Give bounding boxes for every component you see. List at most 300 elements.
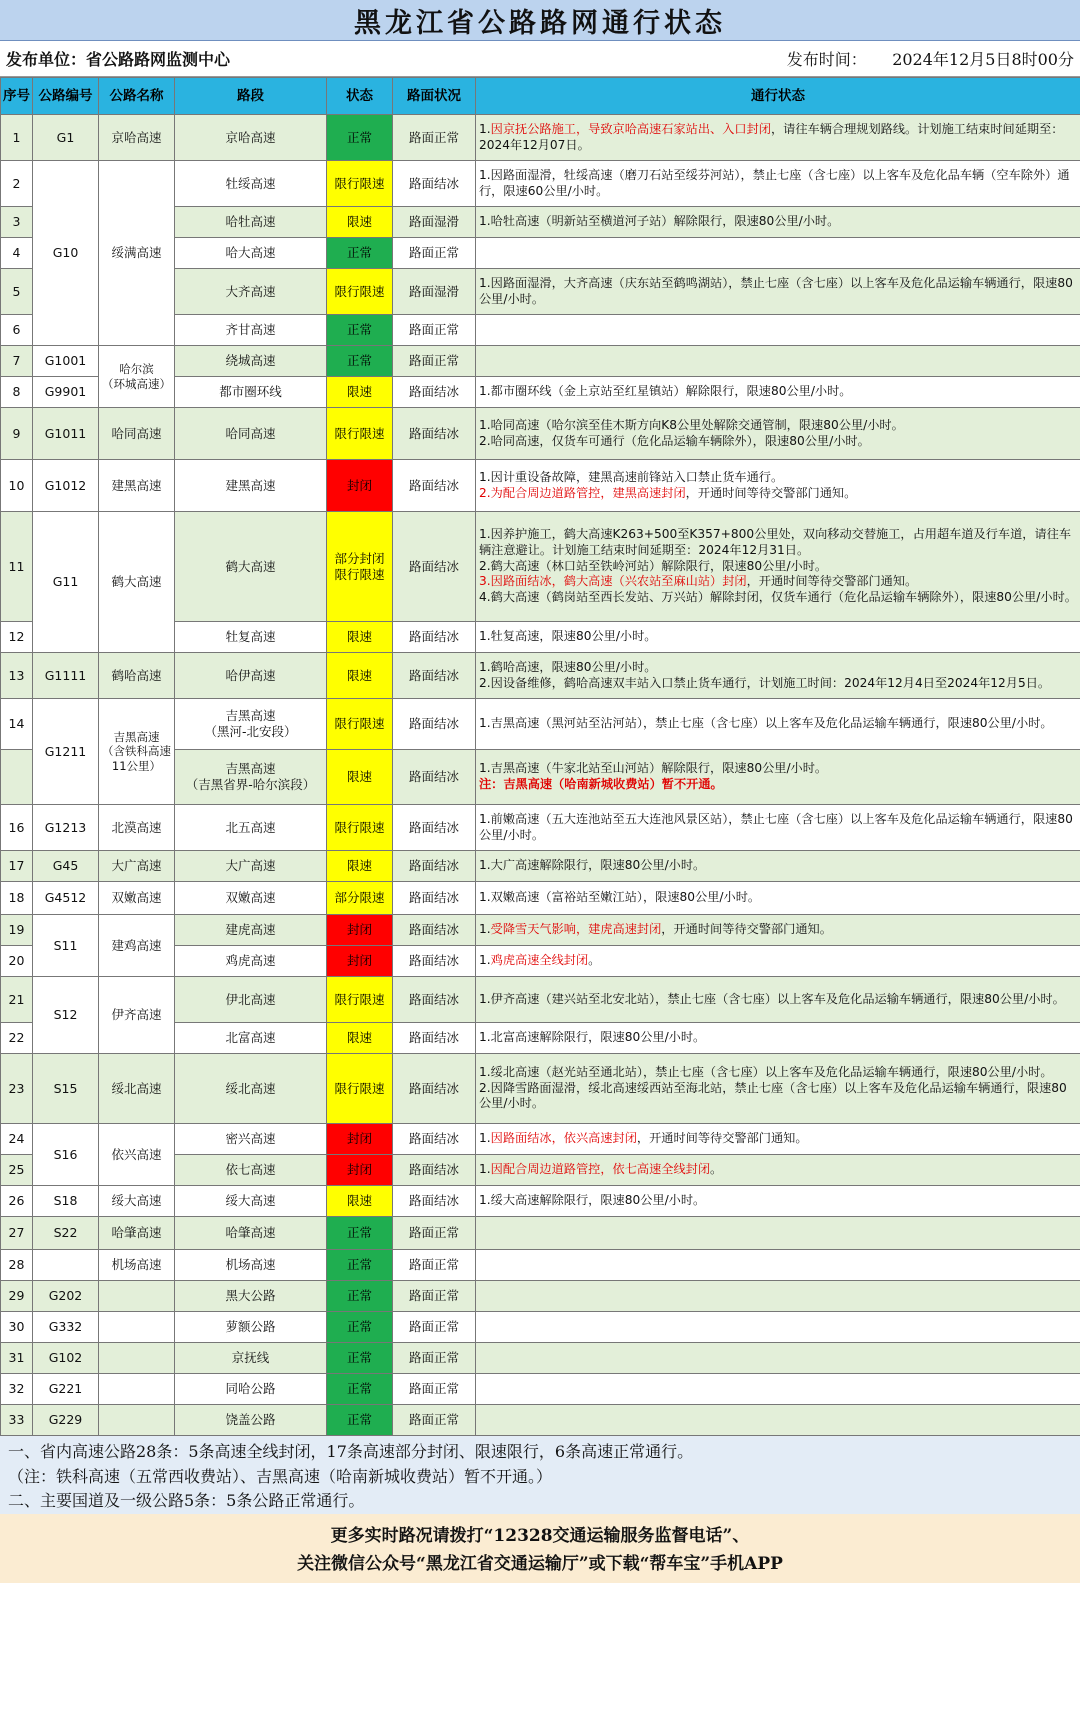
traffic-info-text: 1. bbox=[479, 922, 491, 937]
segment bbox=[175, 1374, 327, 1405]
segment-text: 鹤大高速 bbox=[225, 558, 276, 574]
row-no bbox=[1, 1312, 33, 1343]
road-code-text: G1 bbox=[56, 129, 75, 145]
road-name bbox=[99, 346, 175, 408]
row-no-text: 31 bbox=[8, 1350, 25, 1366]
summary bbox=[0, 1436, 1080, 1514]
segment-text: 大齐高速 bbox=[225, 283, 276, 299]
segment bbox=[175, 346, 327, 377]
road-condition-text: 路面正常 bbox=[408, 1319, 459, 1335]
road-condition bbox=[393, 882, 476, 915]
row-no-text: 18 bbox=[8, 890, 25, 906]
table-row bbox=[1, 408, 1080, 460]
traffic-info-text: 受降雪天气影响，建虎高速封闭 bbox=[490, 922, 662, 937]
table-row bbox=[1, 851, 1080, 882]
header-no: 序号 bbox=[1, 78, 33, 115]
status-text: 封闭 bbox=[346, 953, 372, 969]
road-name-text: 11公里） bbox=[111, 758, 162, 773]
traffic-info-text: 1.鹤哈高速，限速80公里/小时。 bbox=[479, 659, 657, 674]
road-code-text: S12 bbox=[53, 1007, 78, 1023]
road-condition-text: 路面结冰 bbox=[408, 890, 459, 906]
traffic-info-text: 1.吉黑高速（黑河站至沾河站），禁止七座（含七座）以上客车及危化品运输车辆通行，限速80公里/小时。 bbox=[479, 716, 1053, 731]
road-condition-text: 路面结冰 bbox=[408, 1030, 459, 1046]
road-name bbox=[99, 512, 175, 653]
road-name bbox=[99, 1312, 175, 1343]
status-text: 限速 bbox=[346, 214, 372, 230]
status-badge bbox=[327, 315, 393, 346]
road-code-text: G10 bbox=[52, 245, 79, 261]
traffic-info-text: 1.吉黑高速（牛家北站至山河站）解除限行，限速80公里/小时。 bbox=[479, 761, 828, 776]
row-no bbox=[1, 1374, 33, 1405]
status-text: 封闭 bbox=[346, 1162, 372, 1178]
road-condition-text: 路面结冰 bbox=[408, 1080, 459, 1096]
status-badge bbox=[327, 377, 393, 408]
road-code-text: G11 bbox=[52, 574, 79, 590]
road-name-text: 哈同高速 bbox=[111, 425, 162, 441]
traffic-info bbox=[476, 1281, 1080, 1312]
road-code-text: G9901 bbox=[44, 384, 87, 400]
row-no-text: 3 bbox=[12, 214, 21, 230]
table-row bbox=[1, 653, 1080, 699]
road-name bbox=[99, 1217, 175, 1250]
segment-text: 双嫩高速 bbox=[225, 890, 276, 906]
road-code-text: G1011 bbox=[44, 425, 87, 441]
status-text: 限行限速 bbox=[334, 175, 385, 191]
row-no-text: 25 bbox=[8, 1162, 25, 1178]
row-no bbox=[1, 1155, 33, 1186]
row-no bbox=[1, 1281, 33, 1312]
segment-text: 牡绥高速 bbox=[225, 175, 276, 191]
road-code bbox=[33, 1124, 99, 1186]
row-no bbox=[1, 161, 33, 207]
status-badge bbox=[327, 1405, 393, 1436]
segment-text: 伊北高速 bbox=[225, 991, 276, 1007]
road-code-text: S11 bbox=[53, 937, 78, 953]
row-no-text: 1 bbox=[12, 129, 21, 145]
status-text: 限行限速 bbox=[334, 283, 385, 299]
segment-text: 黑大公路 bbox=[225, 1288, 276, 1304]
road-condition-text: 路面正常 bbox=[408, 1412, 459, 1428]
road-condition-text: 路面结冰 bbox=[408, 175, 459, 191]
traffic-info bbox=[476, 851, 1080, 882]
segment bbox=[175, 1217, 327, 1250]
status-badge bbox=[327, 805, 393, 851]
traffic-info bbox=[476, 315, 1080, 346]
row-no bbox=[1, 653, 33, 699]
road-name bbox=[99, 699, 175, 805]
road-name bbox=[99, 1054, 175, 1124]
status-badge bbox=[327, 207, 393, 238]
road-name bbox=[99, 977, 175, 1054]
road-code bbox=[33, 977, 99, 1054]
road-condition-text: 路面正常 bbox=[408, 1350, 459, 1366]
traffic-info bbox=[476, 512, 1080, 622]
road-code bbox=[33, 161, 99, 346]
traffic-info-text: 2.因降雪路面湿滑，绥北高速绥西站至海北站，禁止七座（含七座）以上客车及危化品运输车辆通行，限速80公里/小时。 bbox=[479, 1080, 1067, 1111]
road-name bbox=[99, 1186, 175, 1217]
road-condition-text: 路面结冰 bbox=[408, 769, 459, 785]
segment bbox=[175, 750, 327, 805]
road-code bbox=[33, 460, 99, 512]
road-condition bbox=[393, 1312, 476, 1343]
segment-text: 哈肇高速 bbox=[225, 1225, 276, 1241]
road-name-text: 吉黑高速 bbox=[113, 729, 160, 744]
road-condition-text: 路面正常 bbox=[408, 1257, 459, 1273]
status-badge bbox=[327, 977, 393, 1023]
traffic-info bbox=[476, 1374, 1080, 1405]
status-badge bbox=[327, 882, 393, 915]
segment bbox=[175, 805, 327, 851]
traffic-info bbox=[476, 946, 1080, 977]
road-condition-text: 路面正常 bbox=[408, 1381, 459, 1397]
status-text: 限行限速 bbox=[334, 425, 385, 441]
road-code-text: G332 bbox=[48, 1319, 83, 1335]
traffic-info bbox=[476, 1405, 1080, 1436]
row-no bbox=[1, 207, 33, 238]
row-no-text: 10 bbox=[8, 477, 25, 493]
row-no-text: 19 bbox=[8, 922, 25, 938]
traffic-info bbox=[476, 1343, 1080, 1374]
traffic-info-text: 1.哈同高速（哈尔滨至佳木斯方向K8公里处解除交通管制，限速80公里/小时。 bbox=[479, 417, 904, 432]
publish-time: 2024年12月5日8时00分 bbox=[892, 50, 1074, 69]
traffic-info-text: 1.北富高速解除限行，限速80公里/小时。 bbox=[479, 1030, 706, 1045]
row-no bbox=[1, 512, 33, 622]
road-condition bbox=[393, 1250, 476, 1281]
table-row bbox=[1, 915, 1080, 946]
road-name-text: 建黑高速 bbox=[111, 477, 162, 493]
traffic-info bbox=[476, 1023, 1080, 1054]
road-name-text: 机场高速 bbox=[111, 1257, 162, 1273]
traffic-info-text: 因配合周边道路管控，依七高速全线封闭 bbox=[490, 1162, 711, 1177]
row-no bbox=[1, 1343, 33, 1374]
road-condition bbox=[393, 851, 476, 882]
traffic-info-text: 因路面结冰，依兴高速封闭 bbox=[490, 1131, 637, 1146]
road-condition-text: 路面结冰 bbox=[408, 425, 459, 441]
road-code-text: G1213 bbox=[44, 819, 87, 835]
page-title: 黑龙江省公路路网通行状态 bbox=[0, 0, 1080, 41]
traffic-info-text: 1.哈牡高速（明新站至横道河子站）解除限行，限速80公里/小时。 bbox=[479, 214, 840, 229]
traffic-info-text: 1.绥大高速解除限行，限速80公里/小时。 bbox=[479, 1193, 706, 1208]
segment bbox=[175, 512, 327, 622]
traffic-info bbox=[476, 1250, 1080, 1281]
status-badge bbox=[327, 1312, 393, 1343]
traffic-info bbox=[476, 408, 1080, 460]
status-badge bbox=[327, 946, 393, 977]
row-no-text: 26 bbox=[8, 1193, 25, 1209]
status-badge bbox=[327, 915, 393, 946]
road-name bbox=[99, 1405, 175, 1436]
row-no bbox=[1, 1054, 33, 1124]
road-name-text: 绥大高速 bbox=[111, 1193, 162, 1209]
road-name bbox=[99, 161, 175, 346]
road-name-text: 鹤大高速 bbox=[111, 574, 162, 590]
road-code-text: G102 bbox=[48, 1350, 83, 1366]
traffic-info bbox=[476, 1054, 1080, 1124]
row-no-text: 17 bbox=[8, 858, 25, 874]
road-code-text: G1211 bbox=[44, 743, 87, 759]
status-text: 限速 bbox=[346, 629, 372, 645]
traffic-info-text: 鸡虎高速全线封闭 bbox=[490, 953, 589, 968]
traffic-info-text: 1.牡复高速，限速80公里/小时。 bbox=[479, 629, 657, 644]
road-code bbox=[33, 1186, 99, 1217]
traffic-info-text: 1. bbox=[479, 1162, 491, 1177]
status-text: 正常 bbox=[346, 129, 372, 145]
row-no-text: 27 bbox=[8, 1225, 25, 1241]
status-text: 限速 bbox=[346, 858, 372, 874]
status-text: 部分封闭 bbox=[334, 550, 385, 566]
segment bbox=[175, 207, 327, 238]
road-name bbox=[99, 1250, 175, 1281]
road-condition bbox=[393, 1054, 476, 1124]
segment-text: 同哈公路 bbox=[225, 1381, 276, 1397]
road-condition-text: 路面结冰 bbox=[408, 384, 459, 400]
segment-text: 依七高速 bbox=[225, 1162, 276, 1178]
status-text: 限行限速 bbox=[334, 991, 385, 1007]
segment bbox=[175, 1250, 327, 1281]
status-badge bbox=[327, 460, 393, 512]
row-no bbox=[1, 946, 33, 977]
segment bbox=[175, 1155, 327, 1186]
status-badge bbox=[327, 161, 393, 207]
road-condition-text: 路面正常 bbox=[408, 1288, 459, 1304]
status-text: 部分限速 bbox=[334, 890, 385, 906]
traffic-info-text: 因京抚公路施工，导致京哈高速石家站出、入口封闭 bbox=[490, 121, 771, 136]
traffic-info-text: ，开通时间等待交警部门通知。 bbox=[661, 922, 832, 937]
segment bbox=[175, 946, 327, 977]
segment-text: 建虎高速 bbox=[225, 922, 276, 938]
traffic-info bbox=[476, 750, 1080, 805]
road-condition bbox=[393, 512, 476, 622]
row-no-text: 12 bbox=[8, 629, 25, 645]
status-badge bbox=[327, 1281, 393, 1312]
traffic-info-text: 1.都市圈环线（金上京站至红星镇站）解除限行，限速80公里/小时。 bbox=[479, 384, 852, 399]
footer-line: 更多实时路况请拨打“12328交通运输服务监督电话”、 bbox=[330, 1526, 750, 1546]
segment bbox=[175, 1124, 327, 1155]
row-no-text: 23 bbox=[8, 1080, 25, 1096]
table-row bbox=[1, 699, 1080, 750]
road-name bbox=[99, 653, 175, 699]
table-row bbox=[1, 115, 1080, 161]
status-text: 正常 bbox=[346, 1257, 372, 1273]
road-name bbox=[99, 408, 175, 460]
row-no-text: 21 bbox=[8, 991, 25, 1007]
road-condition-text: 路面结冰 bbox=[408, 477, 459, 493]
row-no bbox=[1, 1405, 33, 1436]
road-code bbox=[33, 1217, 99, 1250]
table-row bbox=[1, 1405, 1080, 1436]
traffic-info bbox=[476, 1124, 1080, 1155]
traffic-info bbox=[476, 1217, 1080, 1250]
road-code bbox=[33, 346, 99, 377]
road-condition bbox=[393, 946, 476, 977]
road-condition-text: 路面结冰 bbox=[408, 1193, 459, 1209]
status-badge bbox=[327, 238, 393, 269]
road-code-text: S15 bbox=[53, 1080, 78, 1096]
row-no-text: 29 bbox=[8, 1288, 25, 1304]
row-no bbox=[1, 1250, 33, 1281]
table-header-row bbox=[1, 78, 1080, 115]
road-code bbox=[33, 408, 99, 460]
segment bbox=[175, 269, 327, 315]
table-row bbox=[1, 805, 1080, 851]
road-code-text: G221 bbox=[48, 1381, 83, 1397]
row-no bbox=[1, 115, 33, 161]
traffic-info bbox=[476, 269, 1080, 315]
header-info: 通行状态 bbox=[476, 78, 1080, 115]
road-condition bbox=[393, 1023, 476, 1054]
road-code bbox=[33, 1312, 99, 1343]
row-no bbox=[1, 882, 33, 915]
row-no bbox=[1, 1124, 33, 1155]
road-code-text: S16 bbox=[53, 1146, 78, 1162]
traffic-info-text: 。 bbox=[710, 1162, 723, 1177]
road-name-text: 京哈高速 bbox=[111, 129, 162, 145]
road-condition bbox=[393, 238, 476, 269]
traffic-info bbox=[476, 1155, 1080, 1186]
row-no-text: 6 bbox=[12, 322, 21, 338]
traffic-info bbox=[476, 1312, 1080, 1343]
row-no bbox=[1, 915, 33, 946]
row-no bbox=[1, 622, 33, 653]
traffic-info-text: 1. bbox=[479, 953, 491, 968]
road-code bbox=[33, 699, 99, 805]
row-no-text: 33 bbox=[8, 1412, 25, 1428]
road-condition bbox=[393, 377, 476, 408]
traffic-info bbox=[476, 805, 1080, 851]
segment bbox=[175, 115, 327, 161]
road-condition bbox=[393, 805, 476, 851]
status-text: 正常 bbox=[346, 1288, 372, 1304]
segment-text: 牡复高速 bbox=[225, 629, 276, 645]
row-no bbox=[1, 1217, 33, 1250]
traffic-info bbox=[476, 377, 1080, 408]
publish-row bbox=[0, 41, 1080, 77]
traffic-info bbox=[476, 977, 1080, 1023]
road-name bbox=[99, 1124, 175, 1186]
status-badge bbox=[327, 408, 393, 460]
status-badge bbox=[327, 1217, 393, 1250]
segment-text: 建黑高速 bbox=[225, 477, 276, 493]
status-badge bbox=[327, 1374, 393, 1405]
road-condition-text: 路面正常 bbox=[408, 245, 459, 261]
road-condition bbox=[393, 622, 476, 653]
traffic-info-text: 2.为配合周边道路管控，建黑高速封闭 bbox=[479, 485, 686, 500]
segment bbox=[175, 1186, 327, 1217]
status-text: 正常 bbox=[346, 1319, 372, 1335]
segment bbox=[175, 1405, 327, 1436]
table-row bbox=[1, 1343, 1080, 1374]
traffic-info-text: 1. bbox=[479, 121, 491, 136]
row-no bbox=[1, 977, 33, 1023]
row-no-text: 9 bbox=[12, 425, 21, 441]
road-condition bbox=[393, 115, 476, 161]
traffic-info bbox=[476, 1186, 1080, 1217]
road-code bbox=[33, 1281, 99, 1312]
row-no-text: 13 bbox=[8, 667, 25, 683]
status-badge bbox=[327, 622, 393, 653]
road-name-text: 绥北高速 bbox=[111, 1080, 162, 1096]
road-name-text: （含铁科高速 bbox=[102, 744, 171, 759]
segment-text: 机场高速 bbox=[225, 1257, 276, 1273]
road-condition bbox=[393, 161, 476, 207]
road-condition bbox=[393, 315, 476, 346]
segment-text: 京抚线 bbox=[231, 1350, 270, 1366]
row-no-text: 20 bbox=[8, 953, 25, 969]
road-condition-text: 路面结冰 bbox=[408, 953, 459, 969]
segment-text: 京哈高速 bbox=[225, 129, 276, 145]
road-code bbox=[33, 1250, 99, 1281]
status-text: 限速 bbox=[346, 1193, 372, 1209]
road-condition-text: 路面结冰 bbox=[408, 819, 459, 835]
road-code-text: G1001 bbox=[44, 353, 87, 369]
road-condition bbox=[393, 1281, 476, 1312]
road-name bbox=[99, 805, 175, 851]
table-row bbox=[1, 1054, 1080, 1124]
status-text: 限速 bbox=[346, 769, 372, 785]
row-no-text: 14 bbox=[8, 716, 25, 732]
row-no-text: 8 bbox=[12, 384, 21, 400]
status-text: 正常 bbox=[346, 245, 372, 261]
traffic-info-text: 1. bbox=[479, 1131, 491, 1146]
table-row bbox=[1, 1374, 1080, 1405]
road-condition-text: 路面结冰 bbox=[408, 858, 459, 874]
status-text: 限行限速 bbox=[334, 819, 385, 835]
segment-text: 哈牡高速 bbox=[225, 214, 276, 230]
road-condition-text: 路面结冰 bbox=[408, 667, 459, 683]
status-text: 封闭 bbox=[346, 1131, 372, 1147]
road-name-text: 北漠高速 bbox=[111, 819, 162, 835]
traffic-info bbox=[476, 915, 1080, 946]
status-badge bbox=[327, 1155, 393, 1186]
header-segment: 路段 bbox=[175, 78, 327, 115]
segment-text: 鸡虎高速 bbox=[225, 953, 276, 969]
traffic-info-text: 1.因路面湿滑，牡绥高速（磨刀石站至绥芬河站），禁止七座（含七座）以上客车及危化品车辆（空车除外）通行，限速60公里/小时。 bbox=[479, 167, 1070, 198]
segment bbox=[175, 315, 327, 346]
road-code-text: G45 bbox=[52, 858, 79, 874]
road-condition bbox=[393, 1124, 476, 1155]
traffic-info-text: 1.双嫩高速（富裕站至嫩江站），限速80公里/小时。 bbox=[479, 890, 761, 905]
road-name bbox=[99, 1343, 175, 1374]
table-row bbox=[1, 512, 1080, 622]
segment bbox=[175, 161, 327, 207]
header-name: 公路名称 bbox=[99, 78, 175, 115]
row-no bbox=[1, 699, 33, 750]
road-code bbox=[33, 1405, 99, 1436]
road-condition bbox=[393, 653, 476, 699]
traffic-info bbox=[476, 207, 1080, 238]
road-name bbox=[99, 882, 175, 915]
status-text: 正常 bbox=[346, 1350, 372, 1366]
status-badge bbox=[327, 1124, 393, 1155]
segment bbox=[175, 1054, 327, 1124]
segment bbox=[175, 1281, 327, 1312]
road-code bbox=[33, 512, 99, 653]
traffic-info bbox=[476, 460, 1080, 512]
segment bbox=[175, 851, 327, 882]
traffic-info-text: 1.伊齐高速（建兴站至北安北站），禁止七座（含七座）以上客车及危化品运输车辆通行，限速80公里/小时。 bbox=[479, 991, 1065, 1006]
segment-text: 饶盖公路 bbox=[225, 1412, 276, 1428]
road-condition bbox=[393, 915, 476, 946]
road-condition-text: 路面结冰 bbox=[408, 558, 459, 574]
row-no bbox=[1, 460, 33, 512]
road-name-text: 伊齐高速 bbox=[111, 1007, 162, 1023]
segment-text: （吉黑省界-哈尔滨段） bbox=[185, 777, 316, 792]
road-condition bbox=[393, 1374, 476, 1405]
row-no bbox=[1, 377, 33, 408]
segment-text: （黑河-北安段） bbox=[204, 724, 297, 739]
road-name bbox=[99, 1374, 175, 1405]
road-code-text: G202 bbox=[48, 1288, 83, 1304]
